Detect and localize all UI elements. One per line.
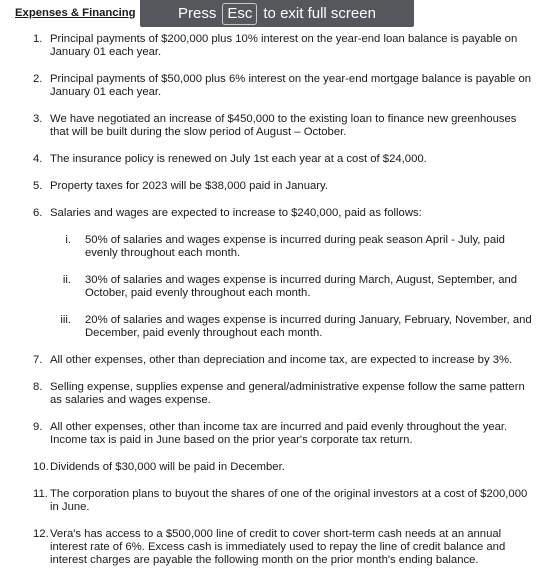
fullscreen-exit-toast	[140, 0, 414, 27]
item-number: 6.	[33, 207, 43, 219]
sub-item-text: 50% of salaries and wages expense is incurred during peak season April - July, paid evenly throughout each month.	[85, 234, 505, 259]
list-item	[0, 461, 551, 474]
item-text: The corporation plans to buyout the shares of one of the original investors at a cost of $200,000 in June.	[50, 488, 528, 513]
sub-item-number: ii.	[62, 274, 71, 286]
sub-item-text: 30% of salaries and wages expense is incurred during March, August, September, and October, paid evenly throughout each month.	[85, 274, 518, 299]
toast-text-before: Press	[178, 5, 217, 22]
sub-item-number: iii.	[60, 314, 71, 326]
item-text: Vera's has access to a $500,000 line of credit to cover short-term cash needs at an annual interest rate of 6%. Excess cash is immediately used to repay the line of credit balance and interest charges are payable the following month on the prior month's ending balance.	[50, 528, 506, 566]
sub-list-item	[0, 234, 551, 260]
esc-key-badge: Esc	[222, 3, 257, 25]
item-text: Dividends of $30,000 will be paid in December.	[50, 461, 285, 473]
item-number: 1.	[33, 33, 43, 45]
list-item	[0, 488, 551, 514]
item-number: 5.	[33, 180, 43, 192]
sub-list-item	[0, 314, 551, 340]
item-number: 9.	[33, 421, 43, 433]
list-item	[0, 381, 551, 407]
toast-text-after: to exit full screen	[263, 5, 376, 22]
list-item	[0, 528, 551, 567]
item-number: 7.	[33, 354, 43, 366]
item-number: 2.	[33, 73, 43, 85]
list-item	[0, 33, 551, 59]
expenses-list	[0, 33, 551, 581]
list-item	[0, 180, 551, 193]
sub-item-text: 20% of salaries and wages expense is incurred during January, February, November, and December, paid evenly throughout each month.	[85, 314, 532, 339]
list-item	[0, 73, 551, 99]
list-item	[0, 153, 551, 166]
item-number: 4.	[33, 153, 43, 165]
item-text: All other expenses, other than depreciation and income tax, are expected to increase by 3%.	[50, 354, 513, 366]
item-number: 10.	[33, 461, 49, 473]
item-text: Property taxes for 2023 will be $38,000 paid in January.	[50, 180, 328, 192]
sub-list-item	[0, 274, 551, 300]
item-text: All other expenses, other than income tax are incurred and paid evenly throughout the year. Income tax is paid in June based on the prior year's corporate tax return.	[50, 421, 508, 446]
item-text: Principal payments of $200,000 plus 10% interest on the year-end loan balance is payable on January 01 each year.	[50, 33, 518, 58]
item-number: 8.	[33, 381, 43, 393]
list-item	[0, 421, 551, 447]
item-number: 12.	[33, 528, 49, 540]
item-number: 11.	[33, 488, 48, 500]
list-item	[0, 113, 551, 139]
section-heading: Expenses & Financing	[15, 7, 136, 19]
item-text: Principal payments of $50,000 plus 6% interest on the year-end mortgage balance is payable on January 01 each year.	[50, 73, 532, 98]
list-item	[0, 354, 551, 367]
item-number: 3.	[33, 113, 43, 125]
sub-item-number: i.	[65, 234, 71, 246]
item-text: We have negotiated an increase of $450,000 to the existing loan to finance new greenhouses that will be built during the slow period of August – October.	[50, 113, 517, 138]
list-item	[0, 207, 551, 220]
item-text: The insurance policy is renewed on July 1st each year at a cost of $24,000.	[50, 153, 427, 165]
item-text: Selling expense, supplies expense and general/administrative expense follow the same pattern as salaries and wages expense.	[50, 381, 525, 406]
item-text: Salaries and wages are expected to increase to $240,000, paid as follows:	[50, 207, 422, 219]
